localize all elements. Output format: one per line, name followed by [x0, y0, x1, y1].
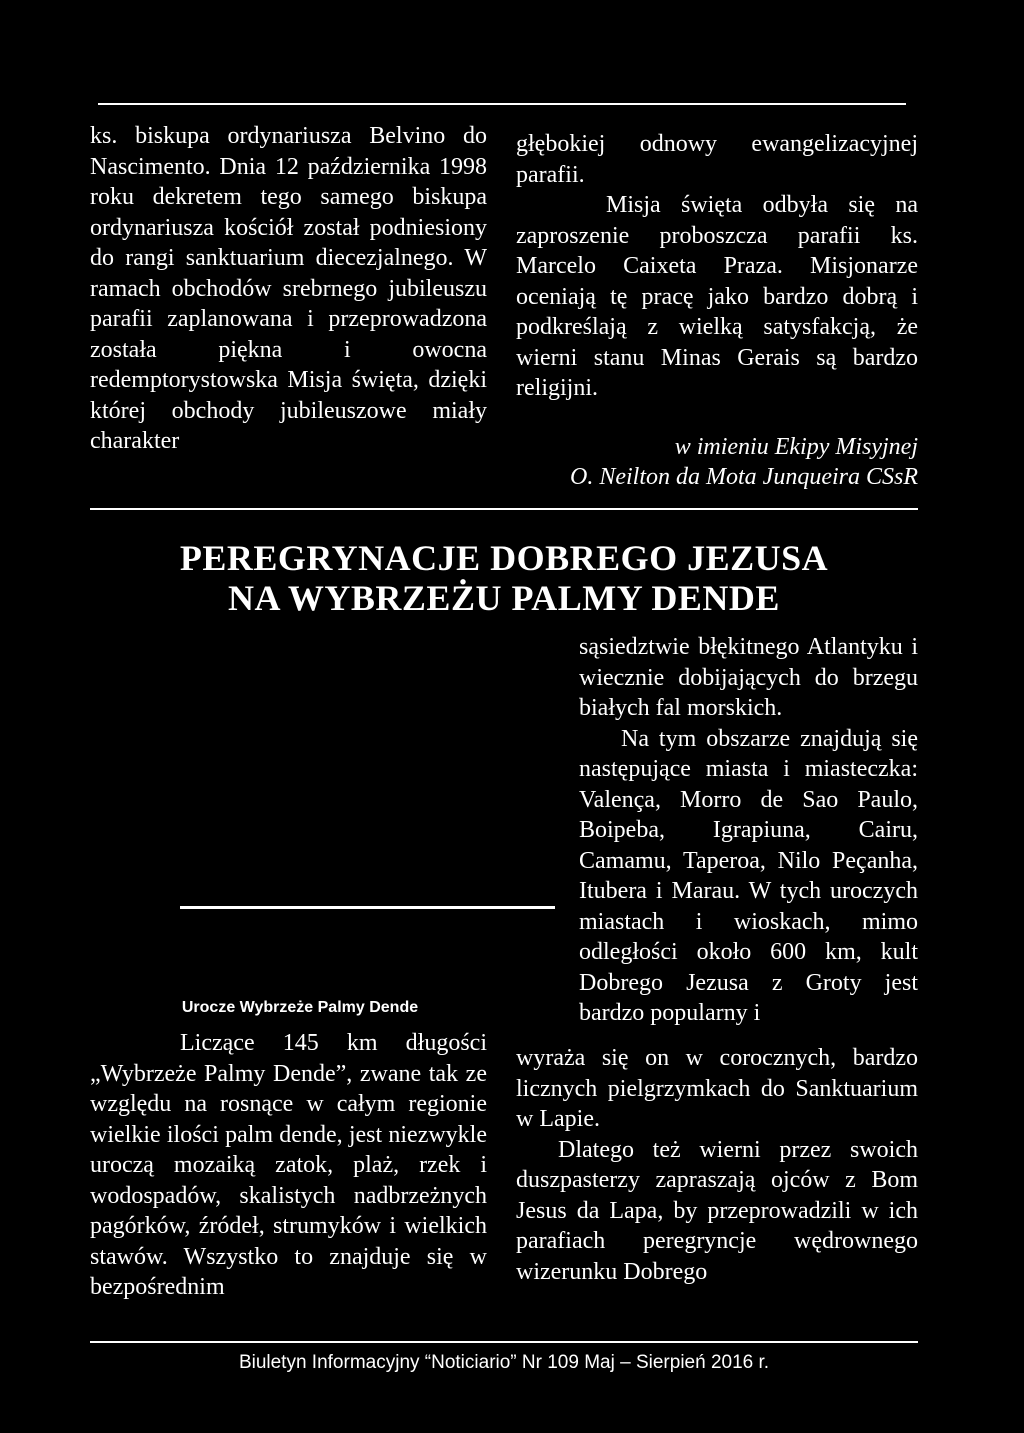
article1-left-paragraph: ks. biskupa ordynariusza Belvino do Nascimento. Dnia 12 października 1998 roku dekretem tego samego biskupa ordynariusza kościół został podniesiony do rangi sanktuarium diecezjalnego. W ramach obchodów srebrnego jubileuszu parafii zaplanowana i przeprowadzona została piękna i owocna redemptorystowska Misja święta, dzięki której obchody jubileuszowe miały charakter [90, 123, 487, 454]
footer-text: Biuletyn Informacyjny “Noticiario” Nr 109 Maj – Sierpień 2016 r. [238, 1352, 770, 1373]
article2-title [90, 538, 918, 618]
article2-right-column-bottom [516, 1043, 918, 1287]
signature-line-1: w imieniu Ekipy Misyjnej [674, 433, 918, 460]
article2-right-paragraph-1: sąsiedztwie błękitnego Atlantyku i wiecznie dobijających do brzegu białych fal morskich. [579, 634, 918, 721]
article2-title-line-1: PEREGRYNACJE DOBREGO JEZUSA [179, 538, 829, 578]
top-rule [98, 103, 906, 105]
article2-right-paragraph-2: Na tym obszarze znajdują się następujące miasta i miasteczka: Valença, Morro de Sao Paulo, Boipeba, Igrapiuna, Cairu, Camamu, Taperoa, Nilo Peçanha, Itubera i Marau. W tych uroczych miastach i wioskach, mimo odległości około 600 km, kult Dobrego Jezusa z Groty jest bardzo popularny i [579, 725, 918, 1026]
article1-right-paragraph-1: głębokiej odnowy ewangelizacyjnej parafii. [516, 131, 918, 188]
image-caption: Urocze Wybrzeże Palmy Dende [181, 999, 419, 1016]
article2-left-column [90, 1028, 487, 1303]
article1-right-paragraph-2: Misja święta odbyła się na zaproszenie proboszcza parafii ks. Marcelo Caixeta Praza. Misjonarze oceniają tę pracę jako bardzo dobrą i podkreślają z wielką satysfakcją, że wierni stanu Minas Gerais są bardzo religijni. [516, 192, 918, 401]
signature-line-2: O. Neilton da Mota Junqueira CSsR [570, 464, 918, 490]
footer-rule [90, 1341, 918, 1343]
article1-left-column [90, 121, 487, 457]
article2-right-paragraph-3: wyraża się on w corocznych, bardzo licznych pielgrzymkach do Sanktuarium w Lapie. [516, 1045, 918, 1132]
article2-title-line-2: NA WYBRZEŻU PALMY DENDE [228, 578, 780, 618]
article2-right-column-top [579, 632, 918, 1029]
article1-right-column [516, 129, 918, 493]
article2-left-paragraph: Liczące 145 km długości „Wybrzeże Palmy Dende”, zwane tak ze względu na rosnące w całym regionie wielkie ilości palm dende, jest niezwykle uroczą mozaiką zatok, plaż, rzek i wodospadów, skalistych nadbrzeżnych pagórków, źródeł, strumyków i wielkich stawów. Wszystko to znajduje się w bezpośrednim [90, 1030, 487, 1300]
image-edge-line [180, 906, 555, 909]
article2-right-paragraph-4: Dlatego też wierni przez swoich duszpasterzy zapraszają ojców z Bom Jesus da Lapa, by przeprowadzili w ich parafiach peregryncje wędrownego wizerunku Dobrego [516, 1136, 918, 1285]
article-separator-rule [90, 508, 918, 510]
